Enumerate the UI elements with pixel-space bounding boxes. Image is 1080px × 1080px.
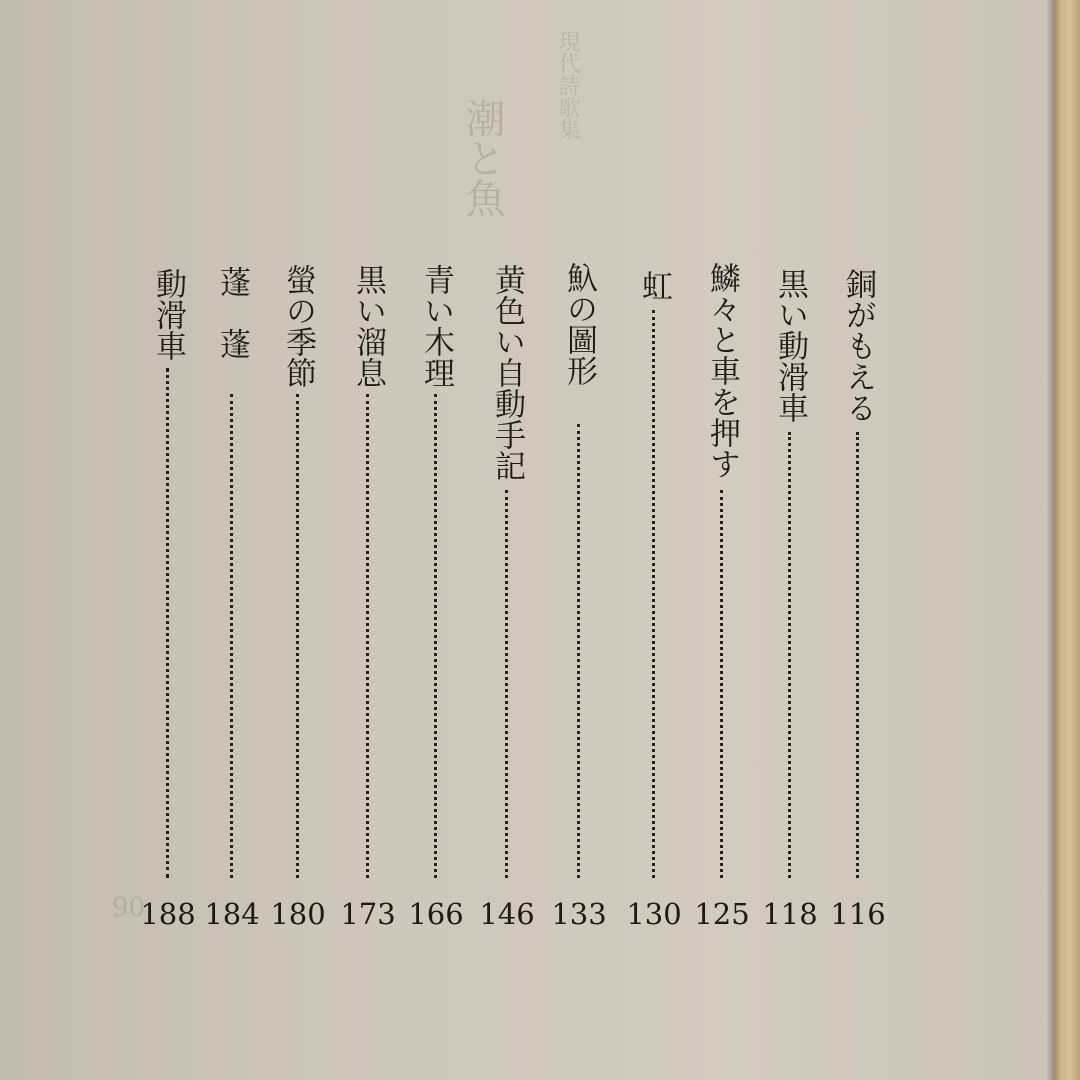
toc-entry-title: 動滑車 xyxy=(150,268,186,361)
toc-entry-3[interactable] xyxy=(626,0,682,1080)
toc-entry-9[interactable] xyxy=(204,0,260,1080)
toc-leader-dots xyxy=(788,432,791,878)
toc-entry-title: 鱗々と車を押す xyxy=(704,262,740,479)
toc-entry-10[interactable] xyxy=(140,0,196,1080)
toc-page-number: 173 xyxy=(340,897,396,931)
toc-entry-1[interactable] xyxy=(762,0,818,1080)
toc-page-number: 125 xyxy=(694,897,750,931)
page-edge xyxy=(1054,0,1080,1080)
toc-page-number: 133 xyxy=(551,897,607,931)
toc-leader-dots xyxy=(577,424,580,878)
toc-leader-dots xyxy=(652,310,655,878)
toc-entry-title: 螢の季節 xyxy=(280,264,316,388)
toc-leader-dots xyxy=(366,394,369,878)
toc-entry-8[interactable] xyxy=(270,0,326,1080)
toc-entry-4[interactable] xyxy=(551,0,607,1080)
toc-leader-dots xyxy=(230,394,233,878)
toc-leader-dots xyxy=(434,394,437,878)
toc-entry-title: 黒い溜息 xyxy=(350,264,386,388)
toc-entry-title: 青い木理 xyxy=(418,264,454,388)
toc-entry-0[interactable] xyxy=(830,0,886,1080)
toc-entry-title: 黄色い自動手記 xyxy=(489,264,525,481)
toc-entry-title: 魞の圖形 xyxy=(561,262,597,386)
toc-page-number: 188 xyxy=(140,897,196,931)
toc-leader-dots xyxy=(856,432,859,878)
show-through-book-title: 潮と魚 xyxy=(459,98,505,218)
toc-entry-2[interactable] xyxy=(694,0,750,1080)
toc-page-number: 118 xyxy=(762,897,818,931)
toc-entry-title: 蓬 蓬 xyxy=(214,266,250,359)
show-through-page-number: 90 xyxy=(112,893,146,923)
toc-entry-6[interactable] xyxy=(408,0,464,1080)
toc-page-number: 184 xyxy=(204,897,260,931)
toc-page-number: 146 xyxy=(479,897,535,931)
toc-entry-title: 銅がもえる xyxy=(840,268,876,423)
toc-leader-dots xyxy=(505,490,508,878)
toc-page-number: 116 xyxy=(830,897,886,931)
toc-leader-dots xyxy=(720,490,723,878)
toc-leader-dots xyxy=(296,394,299,878)
toc-leader-dots xyxy=(166,368,169,878)
toc-entry-title: 黒い動滑車 xyxy=(772,268,808,423)
show-through-series-title: 現代詩歌集 xyxy=(555,30,580,140)
page-gutter-shadow xyxy=(1046,0,1054,1080)
toc-page-number: 166 xyxy=(408,897,464,931)
toc-entry-7[interactable] xyxy=(340,0,396,1080)
toc-page-number: 180 xyxy=(270,897,326,931)
toc-entry-title: 虹 xyxy=(636,270,672,301)
toc-page-number: 130 xyxy=(626,897,682,931)
